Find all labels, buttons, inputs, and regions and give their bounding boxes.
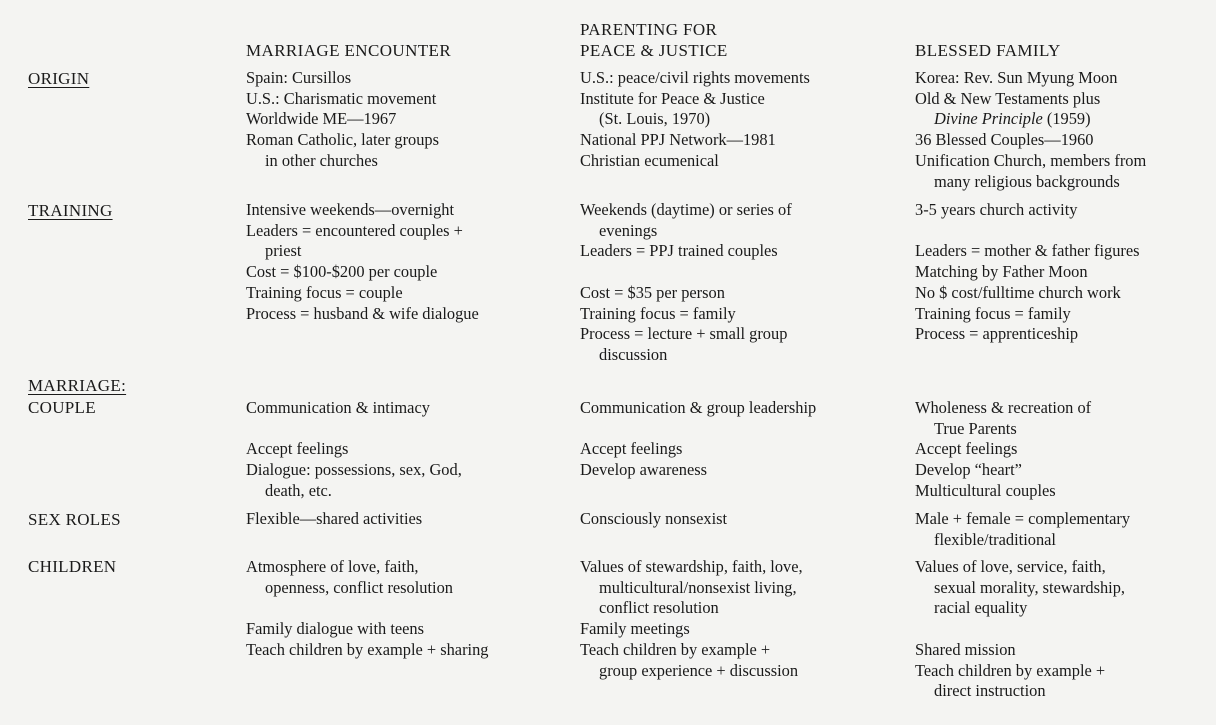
cell-line: discussion bbox=[599, 344, 668, 364]
cell-line: Teach children by example + bbox=[580, 639, 771, 659]
cell-line: U.S.: Charismatic movement bbox=[246, 88, 437, 108]
cell-line: U.S.: peace/civil rights movements bbox=[580, 68, 810, 87]
cell-training-bf bbox=[915, 200, 1140, 345]
cell-line: Intensive weekends—overnight bbox=[246, 200, 455, 219]
cell-line: multicultural/nonsexist living, bbox=[599, 577, 797, 597]
cell-line: death, etc. bbox=[265, 480, 332, 500]
cell-line: Matching by Father Moon bbox=[915, 262, 1088, 282]
cell-line: Teach children by example + sharing bbox=[246, 639, 489, 659]
cell-line: Atmosphere of love, faith, bbox=[246, 557, 419, 576]
cell-line: True Parents bbox=[934, 418, 1017, 438]
header-marriage-encounter: MARRIAGE ENCOUNTER bbox=[246, 41, 452, 60]
cell-line: Communication & intimacy bbox=[246, 398, 430, 417]
cell-line: Shared mission bbox=[915, 639, 1016, 659]
row-label-marriage: MARRIAGE: bbox=[28, 376, 127, 395]
cell-origin-ppj bbox=[580, 68, 810, 172]
cell-line: conflict resolution bbox=[599, 598, 719, 618]
cell-line: Cost = $100-$200 per couple bbox=[246, 262, 438, 282]
cell-line: Process = lecture + small group bbox=[580, 324, 788, 344]
cell-line: Values of love, service, faith, bbox=[915, 557, 1106, 576]
cell-line: Roman Catholic, later groups bbox=[246, 130, 440, 150]
cell-origin-me bbox=[246, 68, 439, 172]
cell-line: Family dialogue with teens bbox=[246, 619, 424, 639]
cell-line: Training focus = family bbox=[580, 303, 736, 323]
cell-training-ppj bbox=[580, 200, 792, 366]
cell-line: evenings bbox=[599, 220, 658, 240]
cell-line: Spain: Cursillos bbox=[246, 68, 352, 87]
cell-line: direct instruction bbox=[934, 681, 1046, 701]
cell-line: Wholeness & recreation of bbox=[915, 398, 1092, 417]
cell-line: Values of stewardship, faith, love, bbox=[580, 557, 803, 576]
cell-children-me bbox=[246, 557, 488, 661]
cell-line: Cost = $35 per person bbox=[580, 282, 725, 302]
cell-couple-bf bbox=[915, 398, 1091, 502]
cell-line: sexual morality, stewardship, bbox=[934, 577, 1126, 597]
row-label-couple: COUPLE bbox=[28, 398, 96, 417]
cell-line: Leaders = PPJ trained couples bbox=[580, 241, 778, 261]
row-label-origin: ORIGIN bbox=[28, 69, 90, 88]
cell-line: Worldwide ME—1967 bbox=[246, 109, 397, 129]
cell-line: Divine Principle (1959) bbox=[934, 109, 1091, 129]
header-blessed-family: BLESSED FAMILY bbox=[915, 41, 1061, 60]
cell-sex-roles-bf bbox=[915, 509, 1130, 550]
cell-line: priest bbox=[265, 241, 302, 261]
row-label-sex-roles: SEX ROLES bbox=[28, 510, 121, 529]
cell-line: Training focus = family bbox=[915, 303, 1071, 323]
cell-line: flexible/traditional bbox=[934, 529, 1056, 549]
cell-couple-me bbox=[246, 398, 462, 502]
cell-line: (St. Louis, 1970) bbox=[599, 109, 711, 129]
cell-line: Accept feelings bbox=[246, 439, 349, 459]
row-label-training: TRAINING bbox=[28, 201, 113, 220]
cell-origin-bf bbox=[915, 68, 1146, 192]
cell-line: 36 Blessed Couples—1960 bbox=[915, 130, 1094, 150]
cell-line: in other churches bbox=[265, 150, 378, 170]
header-parenting-line2: PEACE & JUSTICE bbox=[580, 41, 728, 60]
cell-couple-ppj bbox=[580, 398, 816, 481]
cell-line: many religious backgrounds bbox=[934, 171, 1120, 191]
cell-line: Training focus = couple bbox=[246, 282, 403, 302]
cell-line: group experience + discussion bbox=[599, 660, 799, 680]
cell-line: National PPJ Network—1981 bbox=[580, 130, 776, 150]
cell-line: Accept feelings bbox=[580, 439, 683, 459]
cell-line: Process = apprenticeship bbox=[915, 324, 1079, 344]
cell-sex-roles-me bbox=[246, 509, 422, 530]
cell-line: Communication & group leadership bbox=[580, 398, 817, 417]
cell-line: Weekends (daytime) or series of bbox=[580, 200, 792, 219]
cell-line: Flexible—shared activities bbox=[246, 509, 423, 528]
header-parenting-line1: PARENTING FOR bbox=[580, 20, 718, 39]
cell-line: Institute for Peace & Justice bbox=[580, 88, 765, 108]
cell-line: Korea: Rev. Sun Myung Moon bbox=[915, 68, 1118, 87]
cell-line: Multicultural couples bbox=[915, 480, 1056, 500]
cell-line: Teach children by example + bbox=[915, 660, 1106, 680]
cell-line: No $ cost/fulltime church work bbox=[915, 282, 1121, 302]
cell-line: Develop “heart” bbox=[915, 460, 1022, 480]
cell-line: Male + female = complementary bbox=[915, 509, 1131, 528]
cell-line: 3-5 years church activity bbox=[915, 200, 1078, 219]
cell-line: Process = husband & wife dialogue bbox=[246, 303, 479, 323]
cell-line: Dialogue: possessions, sex, God, bbox=[246, 460, 462, 480]
cell-line: Family meetings bbox=[580, 619, 690, 639]
cell-line: Accept feelings bbox=[915, 439, 1018, 459]
cell-line: openness, conflict resolution bbox=[265, 577, 453, 597]
cell-line: Leaders = mother & father figures bbox=[915, 241, 1140, 261]
cell-line: racial equality bbox=[934, 598, 1028, 618]
cell-line: Leaders = encountered couples + bbox=[246, 220, 463, 240]
cell-line: Consciously nonsexist bbox=[580, 509, 728, 528]
cell-line: Unification Church, members from bbox=[915, 150, 1147, 170]
cell-children-ppj bbox=[580, 557, 803, 681]
cell-sex-roles-ppj bbox=[580, 509, 727, 530]
cell-line: Christian ecumenical bbox=[580, 150, 719, 170]
cell-line: Old & New Testaments plus bbox=[915, 88, 1101, 108]
cell-children-bf bbox=[915, 557, 1125, 702]
row-label-children: CHILDREN bbox=[28, 557, 117, 576]
cell-training-me bbox=[246, 200, 479, 324]
cell-line: Develop awareness bbox=[580, 460, 707, 480]
